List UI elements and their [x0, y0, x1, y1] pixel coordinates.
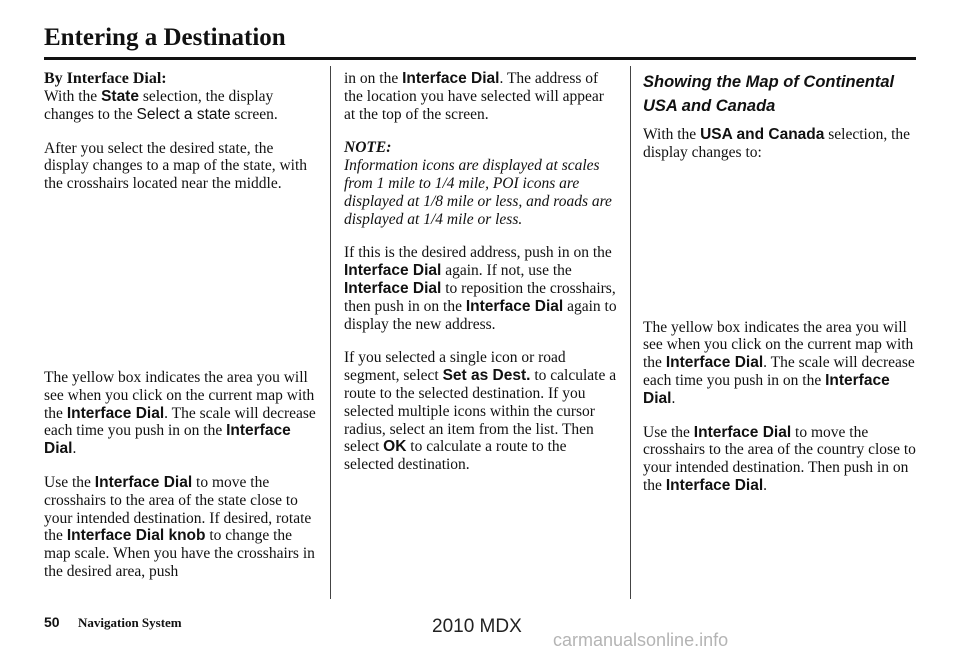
note-label: NOTE:: [344, 139, 392, 157]
footer-label: Navigation System: [78, 615, 182, 630]
ok-label: OK: [383, 438, 407, 456]
continental-map-figure-area: [643, 178, 917, 319]
set-as-dest-label: Set as Dest.: [442, 367, 531, 385]
footer-model: 2010 MDX: [432, 616, 522, 637]
state-map-figure-area: [44, 209, 316, 369]
paragraph-after-select: After you select the desired state, the display changes to a map of the state, with the crosshairs located near the middle.: [44, 139, 308, 193]
paragraph-yellow-box: The yellow box indicates the area you will see when you click on the current map with the Interface Dial. The scale will decrease each time you push in on the Interface Dial.: [44, 368, 316, 458]
column-1: [44, 70, 316, 597]
paragraph-select-icon: If you selected a single icon or road segment, select Set as Dest. to calculate a route to the selected destination. If you selected multiple icons within the cursor radius, select an item from the list. Then select OK to calculate a route to the selected destination.: [344, 349, 617, 474]
title-rule: [44, 57, 916, 60]
page-title: Entering a Destination: [44, 24, 286, 51]
continental-map-heading: Showing the Map of Continental USA and Canada: [643, 73, 895, 115]
interface-dial-knob-label: Interface Dial knob: [66, 527, 206, 545]
paragraph-usa-canada: With the USA and Canada selection, the display changes to:: [643, 126, 911, 161]
select-a-state-label: Select a state: [136, 105, 231, 123]
state-option-label: State: [101, 88, 139, 105]
paragraph-address-appears: in on the Interface Dial. The address of the location you have selected will appear at the top of the screen.: [344, 70, 604, 123]
column-divider-2: [630, 66, 631, 599]
watermark: carmanualsonline.info: [553, 630, 729, 650]
paragraph-state-selection: With the State selection, the display changes to the Select a state screen.: [44, 88, 278, 123]
paragraph-yellow-box-2: The yellow box indicates the area you will see when you click on the current map with the Interface Dial. The scale will decrease each time you push in on the Interface Dial.: [643, 318, 915, 407]
page-number: 50: [44, 614, 60, 630]
paragraph-desired-address: If this is the desired address, push in on the Interface Dial again. If not, use the Interface Dial to reposition the crosshairs, then push in on the Interface Dial again to display the new address.: [344, 244, 617, 333]
column-3: [643, 70, 917, 511]
note-text: Information icons are displayed at scales from 1 mile to 1/4 mile, POI icons are displayed at 1/8 mile or less, and roads are displayed at 1/4 mile or less.: [344, 157, 612, 228]
paragraph-move-crosshairs-2: Use the Interface Dial to move the crosshairs to the area of the country close to your intended destination. Then push in on the Interface Dial.: [643, 423, 916, 494]
column-2: [344, 70, 617, 490]
paragraph-move-crosshairs: Use the Interface Dial to move the crosshairs to the area of the state close to your intended destination. If desired, rotate the Interface Dial knob to change the map scale. When you have the crosshairs in the desired area, push: [44, 473, 315, 580]
column-divider-1: [330, 66, 331, 599]
usa-and-canada-label: USA and Canada: [700, 126, 825, 143]
by-interface-dial-heading: By Interface Dial:: [44, 70, 167, 87]
